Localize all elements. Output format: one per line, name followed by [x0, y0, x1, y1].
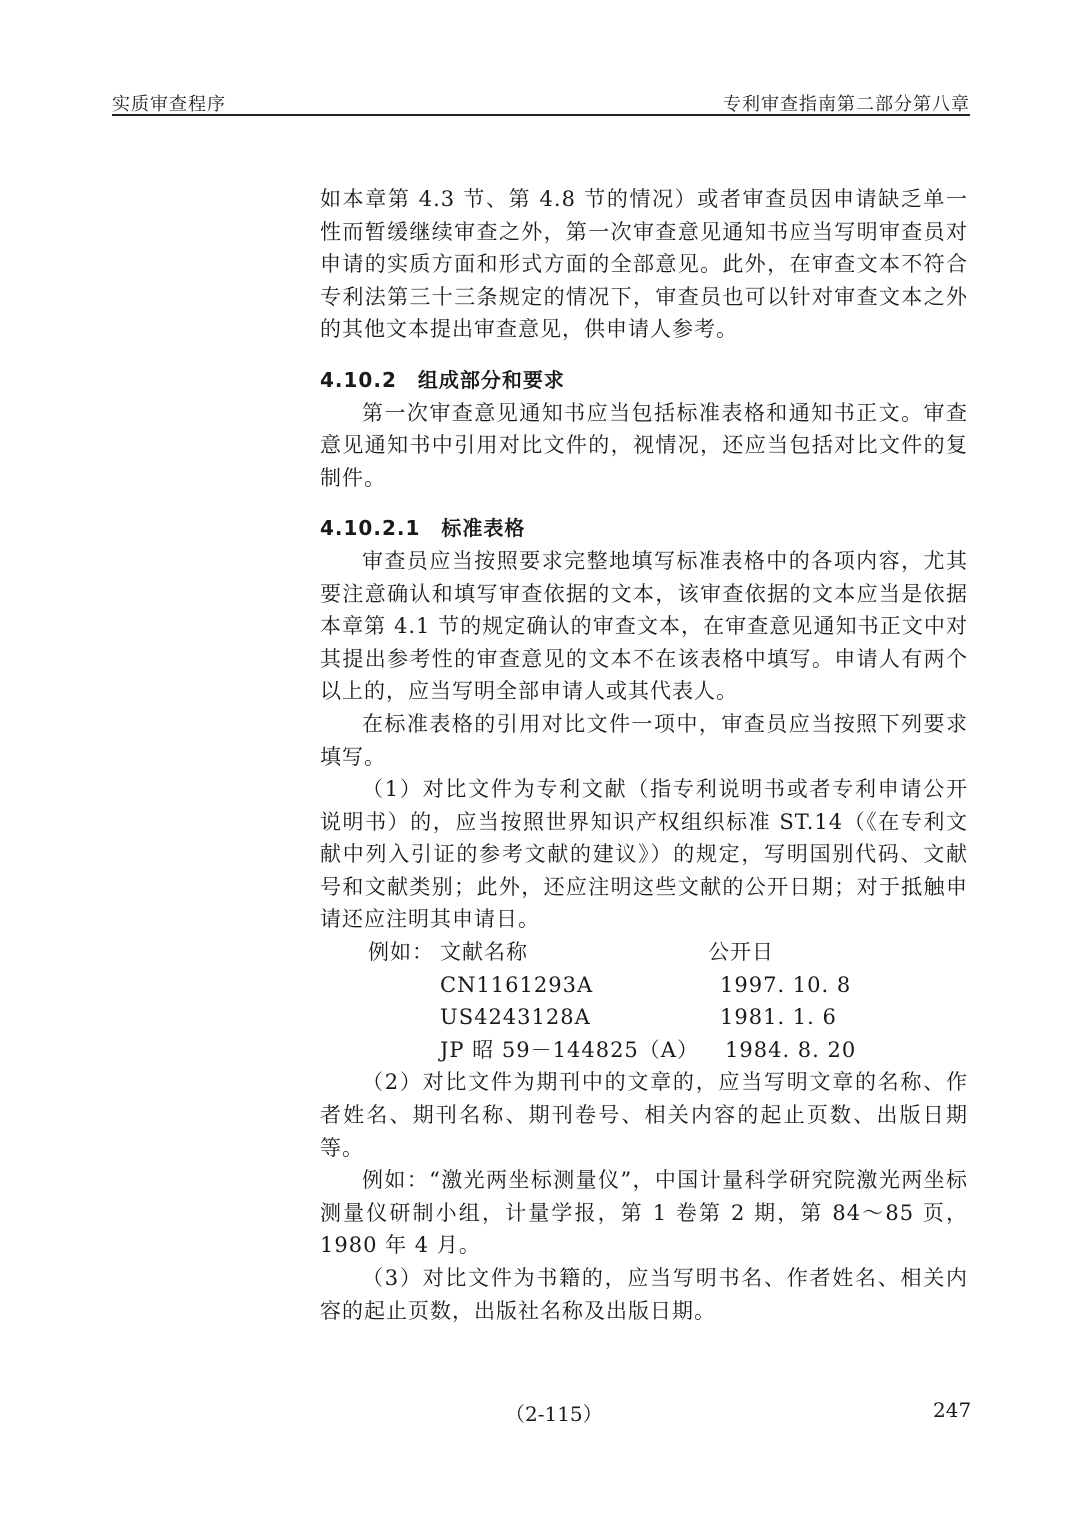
paragraph-item-1: （1）对比文件为专利文献（指专利说明书或者专利申请公开说明书）的，应当按照世界知识产权组织标准 ST.14（《在专利文献中列入引证的参考文献的建议》）的规定，写明国别代码、文献号和文献类别；此外，还应注明这些文献的公开日期；对于抵触申请还应注明其申请日。	[320, 777, 968, 932]
header-chapter-title: 专利审查指南第二部分第八章	[723, 94, 970, 115]
paragraph-citation-intro: 在标准表格的引用对比文件一项中，审查员应当按照下列要求填写。	[320, 711, 968, 769]
paragraph-item-2-example: 例如：“激光两坐标测量仪”，中国计量科学研究院激光两坐标测量仪研制小组，计量学报，第 1 卷第 2 期，第 84～85 页，1980 年 4 月。	[320, 1168, 968, 1258]
example-doc-name: JP 昭 59－144825（A）	[440, 1037, 699, 1062]
section-heading-4-10-2: 4.10.2 组成部分和要求	[320, 367, 565, 392]
example-row	[320, 1001, 968, 1034]
example-doc-date: 1981. 1. 6	[720, 1005, 837, 1030]
header-rule	[112, 114, 970, 116]
example-doc-date: 1984. 8. 20	[725, 1037, 857, 1062]
example-doc-date: 1997. 10. 8	[720, 972, 852, 997]
page-number: 247	[933, 1398, 972, 1422]
example-row	[320, 1034, 968, 1067]
paragraph-standard-form: 审查员应当按照要求完整地填写标准表格中的各项内容，尤其要注意确认和填写审查依据的文本，该审查依据的文本应当是依据本章第 4.1 节的规定确认的审查文本，在审查意见通知书正文中对其提出参考性的审查意见的文本不在该表格中填写。申请人有两个以上的，应当写明全部申请人或其代表人。	[320, 548, 968, 704]
section-heading-4-10-2-1: 4.10.2.1 标准表格	[320, 516, 526, 541]
example-col-name: 文献名称	[440, 940, 528, 965]
paragraph-continued: 如本章第 4.3 节、第 4.8 节的情况）或者审查员因申请缺乏单一性而暂缓继续审查之外，第一次审查意见通知书应当写明审查员对申请的实质方面和形式方面的全部意见。此外，在审查文本不符合专利法第三十三条规定的情况下，审查员也可以针对审查文本之外的其他文本提出审查意见，供申请人参考。	[320, 187, 968, 342]
running-header	[112, 86, 970, 116]
paragraph-components: 第一次审查意见通知书应当包括标准表格和通知书正文。审查意见通知书中引用对比文件的，视情况，还应当包括对比文件的复制件。	[320, 400, 968, 490]
example-label: 例如：	[368, 940, 434, 965]
example-doc-name: CN1161293A	[440, 972, 594, 997]
example-header-row	[320, 936, 968, 969]
example-row	[320, 969, 968, 1002]
header-section-title: 实质审查程序	[112, 94, 226, 115]
paragraph-item-3: （3）对比文件为书籍的，应当写明书名、作者姓名、相关内容的起止页数，出版社名称及出版日期。	[320, 1266, 968, 1323]
page-body	[320, 183, 968, 1327]
paragraph-item-2: （2）对比文件为期刊中的文章的，应当写明文章的名称、作者姓名、期刊名称、期刊卷号、相关内容的起止页数、出版日期等。	[320, 1070, 968, 1160]
example-doc-name: US4243128A	[440, 1005, 591, 1030]
footer-section-number: （2-115）	[505, 1402, 603, 1426]
example-col-date: 公开日	[708, 940, 774, 965]
